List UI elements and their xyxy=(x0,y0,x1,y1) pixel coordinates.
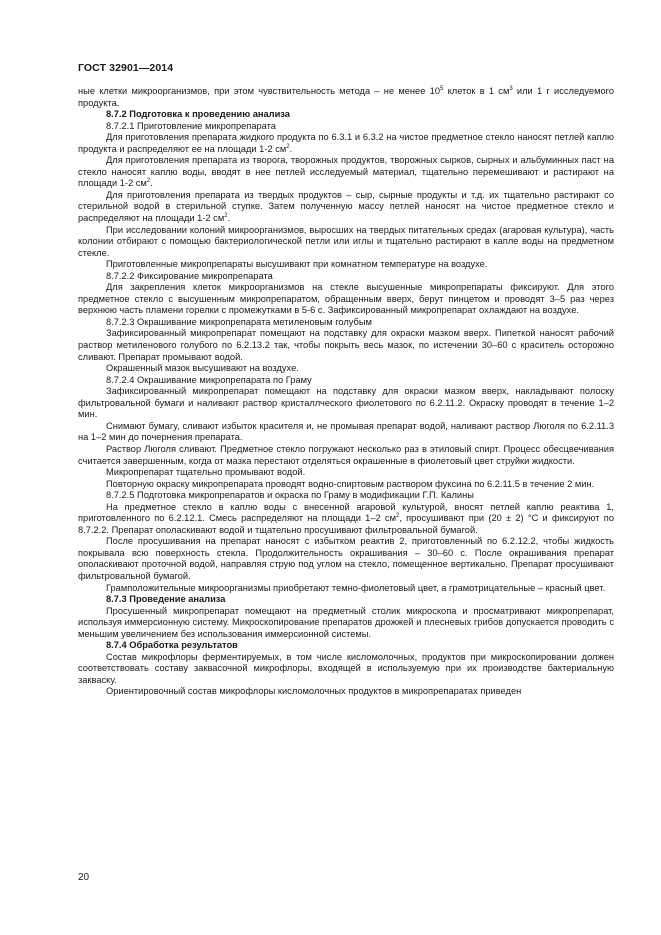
text-run: . xyxy=(227,213,231,224)
subsection-heading xyxy=(78,317,614,329)
text-run: Микропрепарат тщательно промывают водой. xyxy=(106,467,306,478)
text-run: Для закрепления клеток микроорганизмов на стекле высушенные микропрепараты фиксируют. Для этого предметное стекло с высушенным микропрепаратом, обращенным вверх, берут пинцетом и проводят 3–5 раз через верхнюю часть пламени горелки с промежутками в 5-6 с. Зафиксированный микропрепарат охлаждают на воздухе. xyxy=(78,282,614,316)
superscript: 3 xyxy=(509,86,513,92)
text-run: 8.7.2.1 Приготовление микропрепарата xyxy=(106,120,276,131)
text-run: Для приготовления препарата из творога, творожных продуктов, творожных сырков, сырных и альбуминных паст на стекло наносят каплю воды, вводят в нее петлей исследуемый материал, тщательно перемешивают и растирают на площади 1-2 см xyxy=(78,155,614,189)
paragraph xyxy=(78,328,614,363)
superscript: 2 xyxy=(146,178,151,185)
text-run: 8.7.2 Подготовка к проведению анализа xyxy=(106,109,290,120)
text-run: Повторную окраску микропрепарата проводят водно-спиртовым раствором фуксина по 6.2.11.5 в течение 2 мин. xyxy=(106,478,595,489)
paragraph xyxy=(78,536,614,582)
text-run: Ориентировочный состав микрофлоры кисломолочных продуктов в микропрепаратах приведен xyxy=(106,686,522,697)
text-run: 8.7.2.5 Подготовка микропрепаратов и окраска по Граму в модификации Г.П. Калины xyxy=(106,490,474,501)
text-run: или 1 г исследуемого продукта. xyxy=(78,86,614,108)
paragraph xyxy=(78,282,614,317)
text-run: Приготовленные микропрепараты высушивают при комнатном температуре на воздухе. xyxy=(106,259,488,270)
paragraph xyxy=(78,386,614,421)
paragraph xyxy=(78,259,614,271)
text-run: Состав микрофлоры ферментируемых, в том числе кисломолочных, продуктов при микроскопировании должен соответствовать составу заквасочной микрофлоры, входящей в используемую при их производстве бактериальную закваску. xyxy=(78,651,614,685)
page-number: 20 xyxy=(78,872,90,883)
paragraph xyxy=(78,652,614,687)
text-run: 8.7.2.4 Окрашивание микропрепарата по Граму xyxy=(106,374,312,385)
text-run: Зафиксированный микропрепарат помещают на подставку для окраски мазком вверх. Пипеткой наносят рабочий раствор метиленового голубого по 6.2.13.2 так, чтобы покрыть весь мазок, по истечении 30–60 с краситель осторожно сливают. Препарат промывают водой. xyxy=(78,328,614,362)
paragraph xyxy=(78,467,614,479)
paragraph xyxy=(78,86,614,109)
paragraph xyxy=(78,363,614,375)
text-run: , просушивают при (20 ± 2) °С и фиксируют по 8.7.2.2. Препарат ополаскивают водой и тщательно просушивают фильтровальной бумагой. xyxy=(78,513,614,535)
subsection-heading xyxy=(78,121,614,133)
text-run: 8.7.2.3 Окрашивание микропрепарата метиленовым голубым xyxy=(106,316,372,327)
paragraph xyxy=(78,155,614,190)
subsection-heading xyxy=(78,490,614,502)
text-run: На предметное стекло в каплю воды с внесенной агаровой культурой, вносят петлей каплю реактива 1, приготовленного по 6.2.12.1. Смесь распределяют на площади 1–2 см xyxy=(78,501,614,524)
superscript: 2 xyxy=(395,513,400,520)
paragraph xyxy=(78,444,614,467)
text-run: . xyxy=(289,143,293,154)
superscript: 2 xyxy=(224,213,228,220)
document-header: ГОСТ 32901—2014 xyxy=(78,62,174,74)
superscript: 2 xyxy=(286,143,290,150)
section-heading xyxy=(78,109,614,121)
subsection-heading xyxy=(78,271,614,283)
text-run: 8.7.2.2 Фиксирование микропрепарата xyxy=(106,270,273,281)
paragraph xyxy=(78,606,614,641)
text-run: При исследовании колоний микроорганизмов, выросших на твердых питательных средах (агаровая культура), часть колонии отбирают с помощью бактериологической петли или иглы и тщательно растирают в капле воды на предметном стекле. xyxy=(78,224,614,258)
paragraph xyxy=(78,583,614,595)
text-run: Зафиксированный микропрепарат помещают на подставку для окраски мазком вверх, накладывают полоску фильтровальной бумаги и наливают раствор кристаллческого фиолетового по 6.2.11.2. Окраску проводят в течение 1–2 мин. xyxy=(78,386,614,420)
paragraph xyxy=(78,132,614,155)
text-run: 8.7.4 Обработка результатов xyxy=(106,640,238,651)
subsection-heading xyxy=(78,375,614,387)
text-run: Для приготовления препарата жидкого продукта по 6.3.1 и 6.3.2 на чистое предметное стекло наносят петлей каплю продукта и распределяют ее на площади 1-2 см xyxy=(78,132,614,154)
text-run: Просушенный микропрепарат помещают на предметный столик микроскопа и просматривают микропрепарат, используя иммерсионную систему. Микроскопирование препаратов дрожжей и плесневых грибов допускается проводить с меньшим увеличением без использования иммерсионной системы. xyxy=(78,605,614,639)
text-run: . xyxy=(150,178,153,189)
text-run: Снимают бумагу, сливают избыток красителя и, не промывая препарат водой, наливают раствор Люголя по 6.2.11.3 на 1–2 мин до почернения препарата. xyxy=(78,420,614,443)
paragraph xyxy=(78,479,614,491)
superscript: 5 xyxy=(440,86,444,92)
text-run: Окрашенный мазок высушивают на воздухе. xyxy=(106,363,299,374)
text-run: Грамположительные микроорганизмы приобретают темно-фиолетовый цвет, а грамотрицательные – красный цвет. xyxy=(106,582,606,593)
text-run: клеток в 1 см xyxy=(443,86,510,96)
text-run: 8.7.3 Проведение анализа xyxy=(106,594,226,605)
paragraph xyxy=(78,686,614,698)
paragraph xyxy=(78,421,614,444)
section-heading xyxy=(78,594,614,606)
paragraph xyxy=(78,190,614,225)
document-body xyxy=(78,86,614,698)
paragraph xyxy=(78,502,614,537)
text-run: Для приготовления препарата из твердых продуктов – сыр, сырные продукты и т.д. их тщательно растирают со стерильной водой в стерильной ступке. Затем полученную массу петлей наносят на чистое предметное стекло и распределяют на площади 1-2 см xyxy=(78,189,614,224)
text-run: Раствор Люголя сливают. Предметное стекло погружают несколько раз в этиловый спирт. Процесс обесцвечивания считается завершенным, когда от мазка перестают отделяться окрашенные в фиолетовый цвет струйки жидкости. xyxy=(78,443,614,466)
section-heading xyxy=(78,640,614,652)
text-run: ные клетки микроорганизмов, при этом чувствительность метода – не менее 10 xyxy=(78,86,440,96)
paragraph xyxy=(78,225,614,260)
text-run: После просушивания на препарат наносят с избытком реактив 2, приготовленный по 6.2.12.2, чтобы жидкость покрывала всю поверхность стекла. Продолжительность окрашивания – 30–60 с. После окрашивания препарат ополаскивают проточной водой, направляя струю под углом на стекло, помещенное вертикально. Препарат просушивают фильтровальной бумагой. xyxy=(78,536,614,581)
